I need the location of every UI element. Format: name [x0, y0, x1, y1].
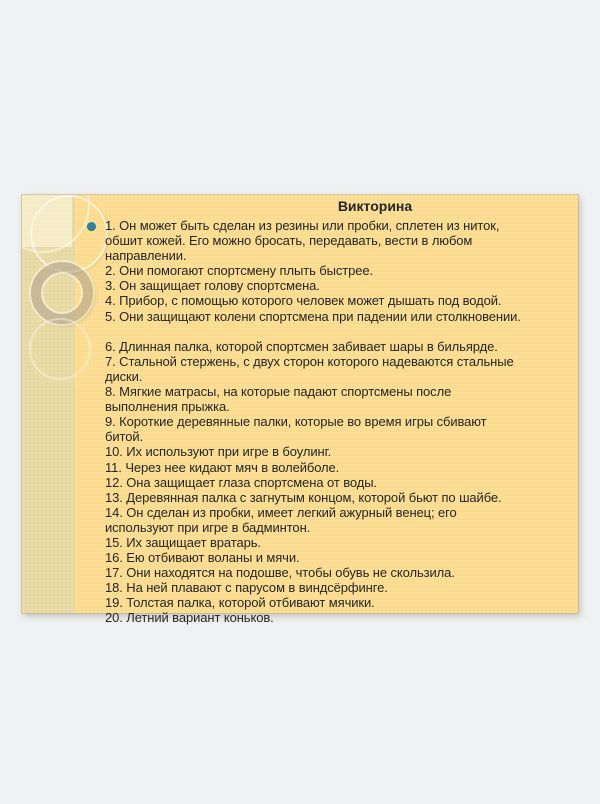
- presentation-slide: [22, 195, 578, 626]
- quiz-line: 12. Она защищает глаза спортсмена от воды.: [105, 474, 377, 490]
- quiz-line: используют при игре в бадминтон.: [105, 519, 311, 535]
- quiz-line: 8. Мягкие матрасы, на которые падают спортсмены после: [105, 384, 452, 400]
- decorative-ring-icon: [22, 195, 90, 253]
- quiz-line: 18. На ней плавают с парусом в виндсёрфинге.: [105, 580, 388, 596]
- quiz-line: 19. Толстая палка, которой отбивают мячики.: [105, 595, 375, 611]
- quiz-line: 13. Деревянная палка с загнутым концом, которой бьют по шайбе.: [105, 489, 502, 505]
- quiz-line: 9. Короткие деревянные палки, которые во время игры сбивают: [105, 414, 487, 430]
- quiz-line: 6. Длинная палка, которой спортсмен забивает шары в бильярде.: [105, 338, 498, 354]
- quiz-line: 7. Стальной стержень, с двух сторон которого надеваются стальные: [105, 353, 514, 369]
- quiz-question-list: [105, 218, 578, 626]
- quiz-line: 11. Через нее кидают мяч в волейболе.: [105, 459, 340, 475]
- quiz-line: направлении.: [105, 248, 187, 264]
- quiz-line: 2. Они помогают спортсмену плыть быстрее.: [105, 263, 374, 279]
- quiz-line: выполнения прыжка.: [105, 399, 230, 415]
- decorative-ring-icon: [30, 195, 108, 273]
- quiz-line: 15. Их защищает вратарь.: [105, 534, 261, 550]
- quiz-line: 20. Летний вариант коньков.: [105, 610, 274, 626]
- slide-title: Викторина: [337, 198, 413, 214]
- quiz-line: диски.: [105, 368, 143, 384]
- quiz-line: 3. Он защищает голову спортсмена.: [105, 278, 320, 294]
- quiz-line: 4. Прибор, с помощью которого человек может дышать под водой.: [105, 293, 502, 309]
- quiz-line: 16. Ею отбивают воланы и мячи.: [105, 550, 300, 566]
- decorative-ring-icon: [29, 318, 91, 380]
- quiz-line: 1. Он может быть сделан из резины или пробки, сплетен из ниток,: [105, 218, 500, 233]
- decorative-donut-ring-icon: [31, 262, 93, 324]
- quiz-line: 14. Он сделан из пробки, имеет легкий ажурный венец; его: [105, 504, 457, 520]
- quiz-line: 17. Они находятся на подошве, чтобы обувь не скользила.: [105, 565, 455, 581]
- quiz-line: битой.: [105, 429, 144, 445]
- quiz-line: обшит кожей. Его можно бросать, передавать, вести в любом: [105, 233, 473, 249]
- quiz-line: [105, 324, 578, 339]
- list-bullet-icon: [87, 222, 96, 231]
- quiz-line: 10. Их используют при игре в боулинг.: [105, 444, 332, 460]
- left-accent-strip: [22, 195, 75, 613]
- strip-highlight-block: [22, 195, 72, 247]
- quiz-line: 5. Они защищают колени спортсмена при падении или столкновении.: [105, 308, 521, 324]
